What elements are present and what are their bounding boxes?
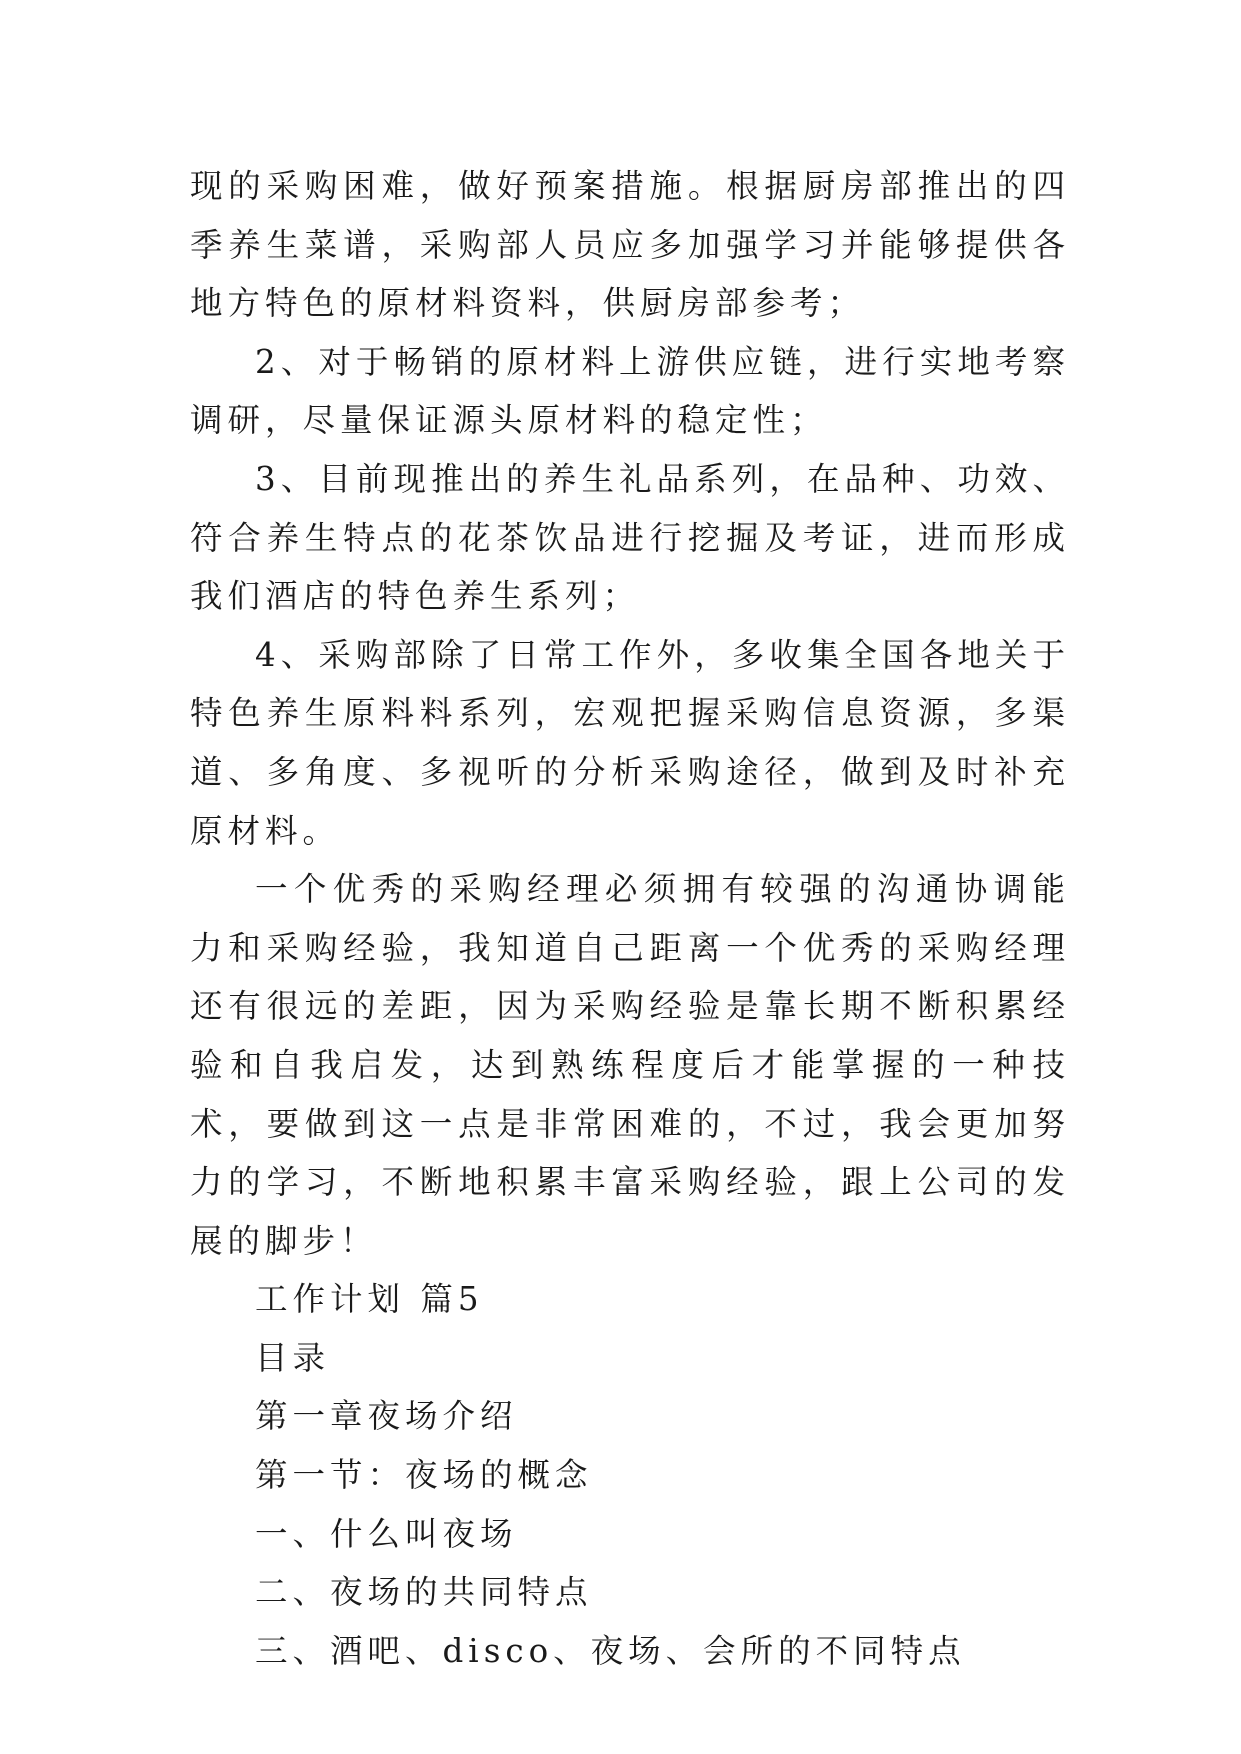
paragraph-continued: 现的采购困难，做好预案措施。根据厨房部推出的四季养生菜谱，采购部人员应多加强学习并能够提供各地方特色的原材料资料，供厨房部参考； [190, 167, 1070, 323]
paragraph-item-2: 2、对于畅销的原材料上游供应链，进行实地考察调研，尽量保证源头原材料的稳定性； [190, 342, 1070, 440]
toc-title: 目录 [255, 1338, 331, 1377]
toc-item-2: 二、夜场的共同特点 [255, 1573, 593, 1612]
toc-item-1: 一、什么叫夜场 [255, 1514, 518, 1553]
toc-item-3: 三、酒吧、disco、夜场、会所的不同特点 [255, 1631, 966, 1670]
paragraph-item-3: 3、目前现推出的养生礼品系列，在品种、功效、符合养生特点的花茶饮品进行挖掘及考证，进而形成我们酒店的特色养生系列； [190, 459, 1070, 616]
toc-section-1: 第一节：夜场的概念 [255, 1456, 593, 1495]
section-title: 工作计划 篇5 [255, 1280, 484, 1319]
paragraph-conclusion: 一个优秀的采购经理必须拥有较强的沟通协调能力和采购经验，我知道自己距离一个优秀的采购经理还有很远的差距，因为采购经验是靠长期不断积累经验和自我启发，达到熟练程度后才能掌握的一种技术，要做到这一点是非常困难的，不过，我会更加努力的学习，不断地积累丰富采购经验，跟上公司的发展的脚步！ [190, 870, 1070, 1260]
toc-chapter-1: 第一章夜场介绍 [255, 1397, 518, 1436]
paragraph-item-4: 4、采购部除了日常工作外，多收集全国各地关于特色养生原料料系列，宏观把握采购信息资源，多渠道、多角度、多视听的分析采购途径，做到及时补充原材料。 [190, 635, 1070, 850]
document-body [190, 157, 1070, 1680]
